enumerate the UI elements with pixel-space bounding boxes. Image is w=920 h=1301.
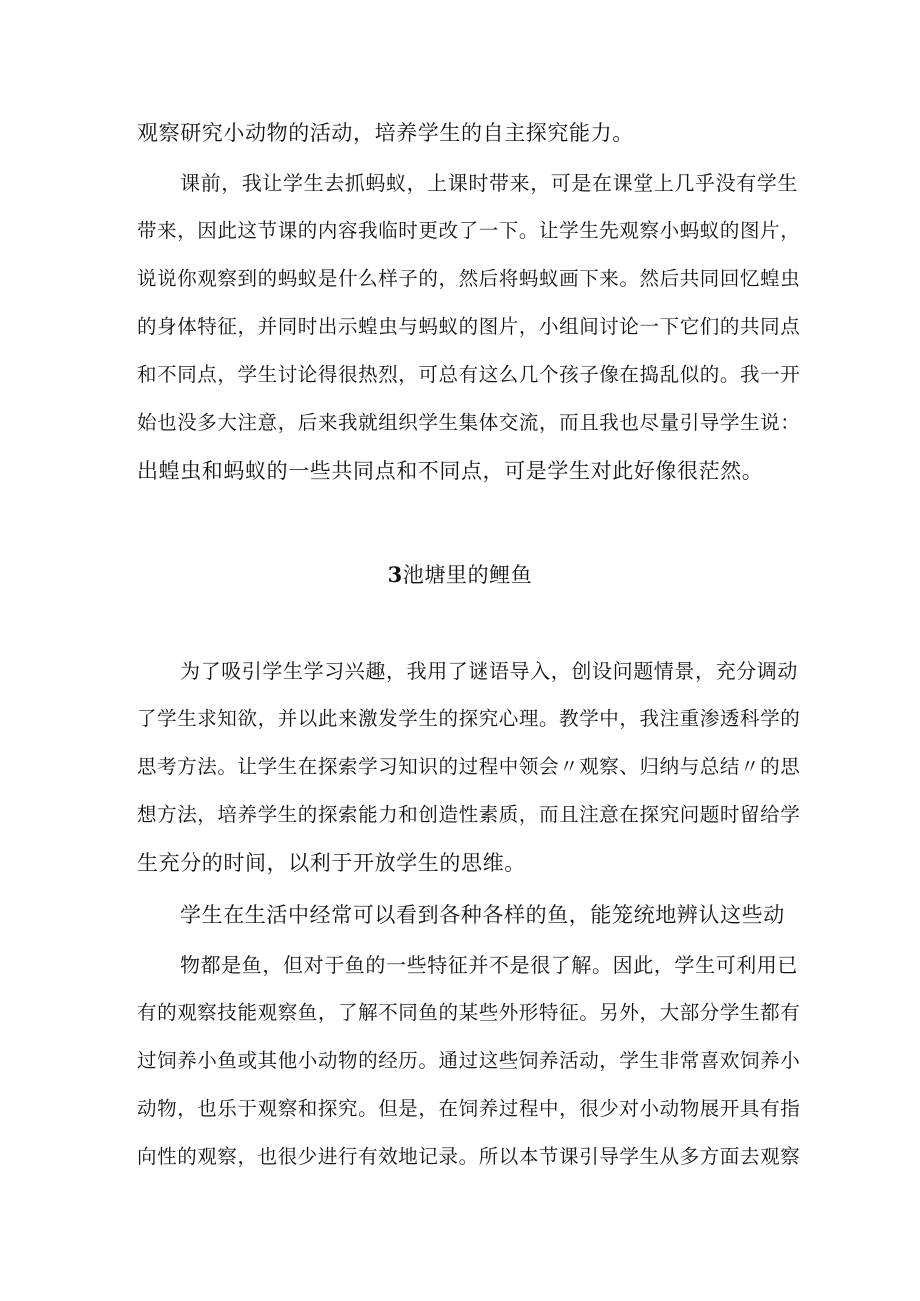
section-number: 3: [387, 562, 403, 587]
paragraph-line: 思考方法。让学生在探索学习知识的过程中领会〃观察、归纳与总结〃的思: [137, 755, 801, 778]
paragraph-line: 说说你观察到的蚂蚁是什么样子的，然后将蚂蚁画下来。然后共同回忆蝗虫: [137, 267, 801, 290]
paragraph-line: 生充分的时间，以利于开放学生的思维。: [137, 851, 526, 875]
paragraph-line: 了学生求知欲，并以此来激发学生的探究心理。教学中，我注重渗透科学的: [137, 707, 801, 730]
paragraph-line: 的身体特征，并同时出示蝗虫与蚂蚁的图片，小组间讨论一下它们的共同点: [137, 315, 801, 338]
paragraph-line: 过饲养小鱼或其他小动物的经历。通过这些饲养活动，学生非常喜欢饲养小: [137, 1049, 801, 1072]
paragraph-line: 向性的观察，也很少进行有效地记录。所以本节课引导学生从多方面去观察: [137, 1145, 801, 1168]
paragraph-line: 带来，因此这节课的内容我临时更改了一下。让学生先观察小蚂蚁的图片，: [137, 219, 801, 242]
paragraph-line: 学生在生活中经常可以看到各种各样的鱼，能笼统地辨认这些动: [180, 903, 785, 927]
paragraph-line: 动物，也乐于观察和探究。但是，在饲养过程中，很少对小动物展开具有指: [137, 1097, 801, 1120]
section-title: 池塘里的鲤鱼: [402, 563, 533, 587]
paragraph-line: 始也没多大注意，后来我就组织学生集体交流，而且我也尽量引导学生说：: [137, 411, 801, 434]
paragraph-line: 想方法，培养学生的探索能力和创造性素质，而且注意在探究问题时留给学: [137, 803, 801, 826]
paragraph-line: 出蝗虫和蚂蚁的一些共同点和不同点，可是学生对此好像很茫然。: [137, 459, 764, 483]
paragraph-line: 有的观察技能观察鱼，了解不同鱼的某些外形特征。另外，大部分学生都有: [137, 1001, 801, 1024]
paragraph-line: 为了吸引学生学习兴趣，我用了谜语导入，创设问题情景，充分调动: [180, 659, 798, 683]
paragraph-line: 课前，我让学生去抓蚂蚁，上课时带来，可是在课堂上几乎没有学生: [180, 171, 798, 195]
paragraph-line: 物都是鱼，但对于鱼的一些特征并不是很了解。因此，学生可利用已: [180, 953, 798, 977]
section-heading: [0, 561, 920, 589]
paragraph-line: 观察研究小动物的活动，培养学生的自主探究能力。: [137, 121, 634, 145]
paragraph-line: 和不同点，学生讨论得很热烈，可总有这么几个孩子像在捣乱似的。我一开: [137, 363, 801, 386]
